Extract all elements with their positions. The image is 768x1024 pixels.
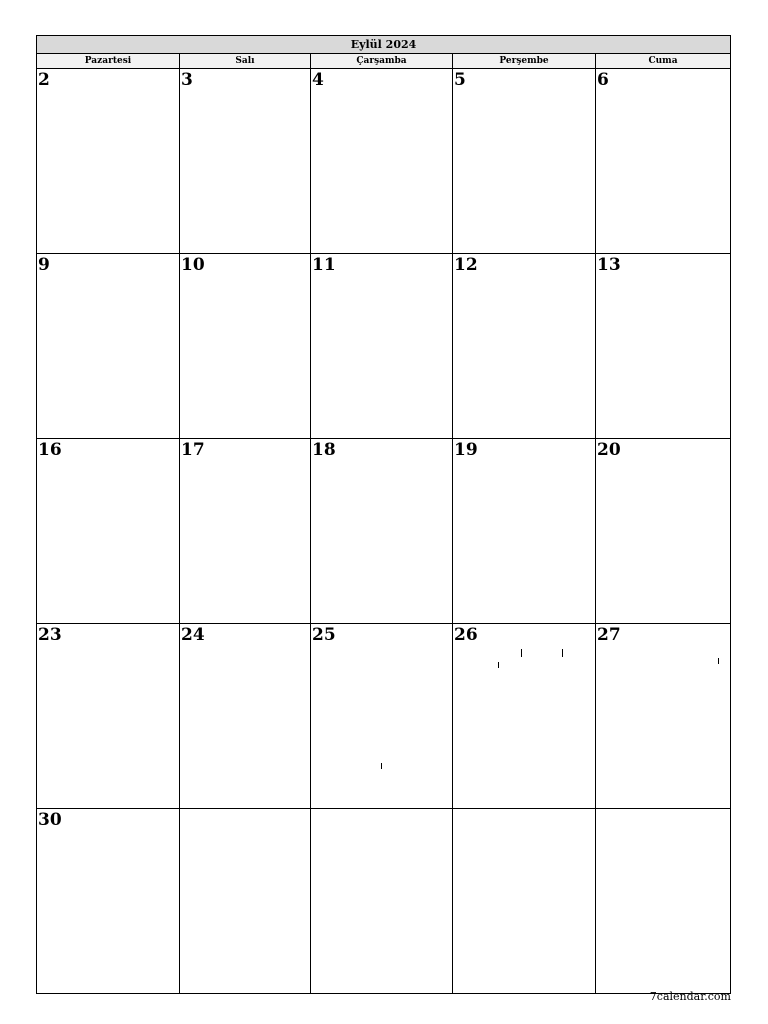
day-number: 16 — [38, 440, 62, 460]
day-number: 11 — [312, 255, 336, 275]
stray-mark — [381, 763, 382, 769]
day-cell-empty — [311, 809, 453, 993]
day-cell[interactable] — [596, 69, 730, 253]
stray-mark — [562, 649, 563, 657]
day-number: 4 — [312, 70, 324, 90]
day-cell-empty — [596, 809, 730, 993]
day-number: 19 — [454, 440, 478, 460]
day-number: 3 — [181, 70, 193, 90]
day-number: 2 — [38, 70, 50, 90]
day-cell[interactable] — [453, 624, 596, 808]
week-row — [37, 809, 730, 993]
day-cell[interactable] — [37, 624, 180, 808]
day-cell[interactable] — [311, 439, 453, 623]
day-cell[interactable] — [596, 439, 730, 623]
day-number: 23 — [38, 625, 62, 645]
day-cell[interactable] — [453, 254, 596, 438]
day-number: 12 — [454, 255, 478, 275]
weekday-header: Perşembe — [453, 54, 596, 68]
day-number: 24 — [181, 625, 205, 645]
week-row — [37, 254, 730, 439]
day-cell[interactable] — [311, 69, 453, 253]
day-cell[interactable] — [37, 254, 180, 438]
day-number: 26 — [454, 625, 478, 645]
day-cell[interactable] — [311, 254, 453, 438]
week-row — [37, 624, 730, 809]
day-number: 27 — [597, 625, 621, 645]
day-cell[interactable] — [180, 254, 311, 438]
day-number: 9 — [38, 255, 50, 275]
weekday-header: Salı — [180, 54, 311, 68]
calendar-title: Eylül 2024 — [37, 36, 730, 54]
stray-mark — [521, 649, 522, 657]
day-cell[interactable] — [311, 624, 453, 808]
day-cell[interactable] — [180, 439, 311, 623]
day-number: 25 — [312, 625, 336, 645]
day-cell[interactable] — [37, 439, 180, 623]
week-row — [37, 69, 730, 254]
day-cell[interactable] — [37, 69, 180, 253]
day-number: 20 — [597, 440, 621, 460]
day-number: 10 — [181, 255, 205, 275]
day-cell[interactable] — [596, 254, 730, 438]
day-cell[interactable] — [596, 624, 730, 808]
month-calendar — [36, 35, 731, 994]
day-cell[interactable] — [453, 69, 596, 253]
day-number: 13 — [597, 255, 621, 275]
stray-mark — [498, 662, 499, 668]
day-cell-empty — [453, 809, 596, 993]
day-number: 17 — [181, 440, 205, 460]
weekday-header-row — [37, 54, 730, 69]
day-number: 5 — [454, 70, 466, 90]
day-cell[interactable] — [180, 69, 311, 253]
day-cell[interactable] — [180, 624, 311, 808]
weekday-header: Çarşamba — [311, 54, 453, 68]
day-number: 18 — [312, 440, 336, 460]
source-credit: 7calendar.com — [649, 990, 731, 1003]
day-number: 6 — [597, 70, 609, 90]
day-cell[interactable] — [37, 809, 180, 993]
day-cell[interactable] — [453, 439, 596, 623]
stray-mark — [718, 658, 719, 664]
week-row — [37, 439, 730, 624]
weekday-header: Cuma — [648, 56, 678, 66]
weekday-header: Pazartesi — [37, 54, 180, 68]
day-number: 30 — [38, 810, 62, 830]
day-cell-empty — [180, 809, 311, 993]
